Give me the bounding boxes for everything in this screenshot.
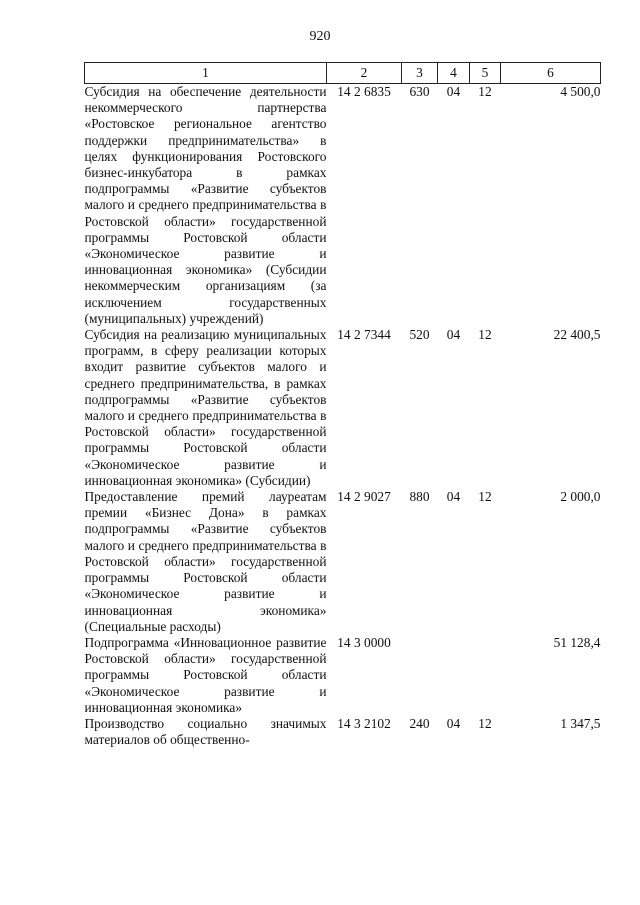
page-number: 920 [309,29,331,44]
row-name: Субсидия на обеспечение деятельности некоммерческого партнерства «Ростовское региональное агентство поддержки предпринимательства» в целях функционирования Ростовского бизнес-инкубатора в рамках подпрограммы «Развитие субъектов малого и среднего предпринимательства в Ростовской области» государственной программы Ростовской области «Экономическое развитие и инновационная экономика» (Субсидии некоммерческим организациям (за исключением государственных (муниципальных) учреждений) [84,84,327,326]
row-col4: 04 [446,84,461,99]
row-code: 14 3 0000 [337,634,391,650]
row-amount: 4 500,0 [560,84,601,99]
row-code: 14 2 7344 [337,327,391,343]
row-amount: 22 400,5 [553,327,601,343]
row-amount: 1 347,5 [560,715,601,731]
row-col3: 880 [409,489,430,505]
row-code: 14 3 2102 [337,715,391,731]
table-row [85,489,601,635]
row-name: Производство социально значимых материалов об общественно- [84,715,327,748]
row-col5: 12 [478,715,492,731]
row-col4: 04 [446,327,461,343]
row-col3: 520 [409,327,430,343]
table-header-row [85,63,601,84]
row-col5: 12 [478,84,492,99]
row-code: 14 2 9027 [337,489,391,505]
column-header: 5 [470,63,501,84]
row-col5 [470,635,501,716]
row-col4: 04 [446,715,461,731]
table-row [85,327,601,489]
column-header: 6 [501,63,601,84]
row-col5: 12 [478,489,492,505]
row-col3: 240 [409,715,430,731]
row-name: Предоставление премий лауреатам премии «Бизнес Дона» в рамках подпрограммы «Развитие субъектов малого и среднего предпринимательства в Ростовской области» государственной программы Ростовской области «Экономическое развитие и инновационная экономика» (Специальные расходы) [84,489,327,634]
row-col4 [438,635,470,716]
row-amount: 51 128,4 [553,634,601,650]
column-header: 3 [402,63,438,84]
row-col3: 630 [409,84,430,99]
table-row [85,84,601,328]
row-col3 [402,635,438,716]
column-header: 2 [327,63,402,84]
row-col4: 04 [446,489,461,505]
table-row [85,635,601,716]
table-row [85,716,601,748]
column-header: 4 [438,63,470,84]
row-name: Субсидия на реализацию муниципальных программ, в сферу реализации которых входит развитие субъектов малого и среднего предпринимательства, в рамках подпрограммы «Развитие субъектов малого и среднего предпринимательства в Ростовской области» государственной программы Ростовской области «Экономическое развитие и инновационная экономика» (Субсидии) [84,327,327,488]
row-name: Подпрограмма «Инновационное развитие Ростовской области» государственной программы Ростовской области «Экономическое развитие и инновационная экономика» [84,634,327,715]
row-amount: 2 000,0 [560,489,601,505]
budget-table [84,62,601,748]
row-code: 14 2 6835 [337,84,391,99]
row-col5: 12 [478,327,492,343]
column-header: 1 [85,63,327,84]
